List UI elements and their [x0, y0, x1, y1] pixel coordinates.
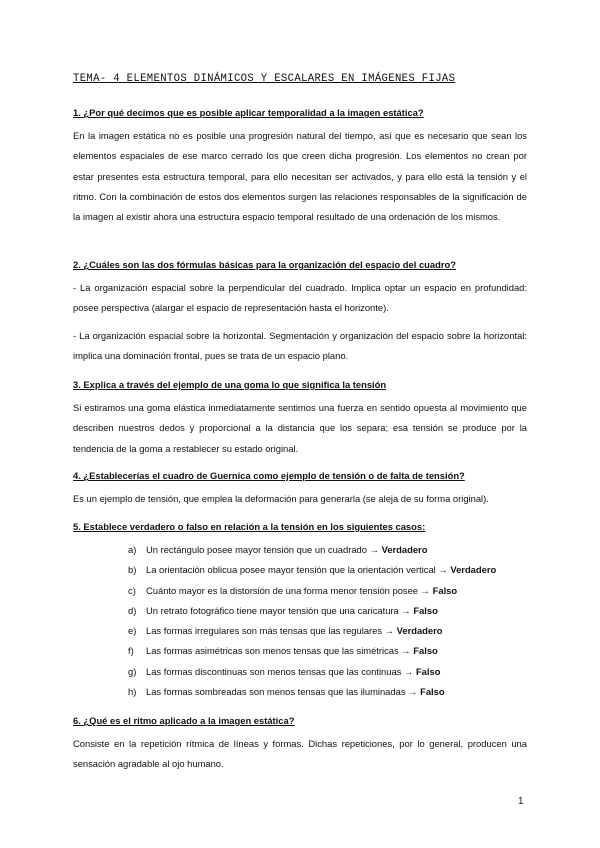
list-item-label: h)	[128, 686, 137, 698]
page-number: 1	[518, 796, 524, 807]
list-item-label: a)	[128, 544, 137, 555]
answer-3-paragraph: Si estiramos una goma elástica inmediatamente sentimos una fuerza en sentido opuesta al movimiento que describen nuestros dedos y proporcional a la distancia que los separa; esa tensión se produce por la tendencia de la goma a restablecer su estado original.	[73, 402, 527, 454]
list-item-text: Un retrato fotográfico tiene mayor tensión que una caricatura →	[146, 604, 411, 616]
list-item	[73, 601, 527, 621]
list-item-label: c)	[128, 584, 136, 596]
list-item-label: b)	[128, 564, 137, 576]
list-item-answer: Falso	[413, 645, 438, 657]
answer-6-paragraph: Consiste en la repetición rítmica de líneas y formas. Dichas repeticiones, por lo general, producen una sensación agradable al ojo humano.	[73, 738, 527, 770]
question-4: 4. ¿Establecerías el cuadro de Guernica como ejemplo de tensión o de falta de tensión?	[73, 470, 465, 481]
list-item-text: Las formas sombreadas son menos tensas que las iluminadas →	[146, 686, 418, 698]
page-title: TEMA- 4 ELEMENTOS DINÁMICOS Y ESCALARES EN IMÁGENES FIJAS	[73, 73, 456, 85]
list-item-text: Las formas discontinuas son menos tensas que las continuas →	[146, 665, 414, 677]
list-item-answer: Falso	[432, 584, 458, 596]
list-item-answer: Verdadero	[396, 625, 443, 637]
list-item-answer: Falso	[413, 604, 438, 616]
list-item-text: Cuánto mayor es la distorsión de una forma menor tensión posee →	[146, 584, 431, 596]
section-4	[73, 469, 527, 509]
answer-2-paragraph-1: - La organización espacial sobre la perpendicular del cuadrado. Implica optar un espacio en profundidad: posee perspectiva (alargar el espacio de representación hasta el horizonte).	[73, 282, 527, 314]
question-1: 1. ¿Por qué decimos que es posible aplicar temporalidad a la imagen estática?	[73, 107, 424, 118]
section-3	[73, 378, 527, 459]
list-item-text: Las formas asimétricas son menos tensas que las simétricas →	[146, 645, 411, 657]
list-item	[73, 560, 527, 580]
list-item-label: f)	[128, 645, 134, 657]
question-6: 6. ¿Qué es el ritmo aplicado a la imagen estática?	[73, 715, 295, 726]
question-2: 2. ¿Cuáles son las dos fórmulas básicas para la organización del espacio del cuadro?	[73, 259, 456, 270]
section-1	[73, 106, 527, 227]
list-item	[73, 662, 527, 682]
list-item	[73, 581, 527, 601]
section-2	[73, 258, 527, 366]
answer-1-paragraph: En la imagen estática no es posible una progresión natural del tiempo, así que es necesario que sean los elementos espaciales de ese marco cerrado los que creen dicha progresión. Los elementos no crean por estar presentes esta estructura temporal, para ello necesitan ser activados, y para ello está la tensión y el ritmo. Con la combinación de estos dos elementos surgen las relaciones responsables de la significación de la imagen al existir ahora una estructura espacio temporal resultado de una ordenación de los mismos.	[73, 130, 527, 223]
answer-2-paragraph-2: - La organización espacial sobre la horizontal. Segmentación y organización del espacio sobre la horizontal: implica una dominación frontal, pues se trata de un espacio plano.	[73, 329, 527, 361]
list-item	[73, 682, 527, 702]
list-item	[73, 540, 527, 560]
section-6	[73, 714, 527, 775]
list-item-text: Las formas irregulares son más tensas que las regulares →	[146, 625, 395, 637]
true-false-list	[73, 540, 527, 702]
question-3: 3. Explica a través del ejemplo de una goma lo que significa la tensión	[73, 379, 387, 390]
list-item-answer: Falso	[420, 686, 445, 698]
list-item-answer: Verdadero	[450, 564, 497, 576]
answer-4-paragraph: Es un ejemplo de tensión, que emplea la deformación para generarla (se aleja de su forma original).	[73, 493, 489, 504]
list-item-answer: Verdadero	[381, 544, 428, 555]
list-item-label: g)	[128, 665, 137, 677]
list-item-label: d)	[128, 604, 137, 616]
list-item	[73, 641, 527, 661]
list-item-text: Un rectángulo posee mayor tensión que un cuadrado →	[146, 544, 379, 555]
section-5	[73, 520, 527, 702]
list-item-answer: Falso	[415, 665, 441, 677]
question-5: 5. Establece verdadero o falso en relación a la tensión en los siguientes casos:	[73, 521, 426, 532]
list-item-text: La orientación oblicua posee mayor tensión que la orientación vertical →	[146, 564, 448, 576]
list-item-label: e)	[128, 625, 137, 637]
list-item	[73, 621, 527, 641]
